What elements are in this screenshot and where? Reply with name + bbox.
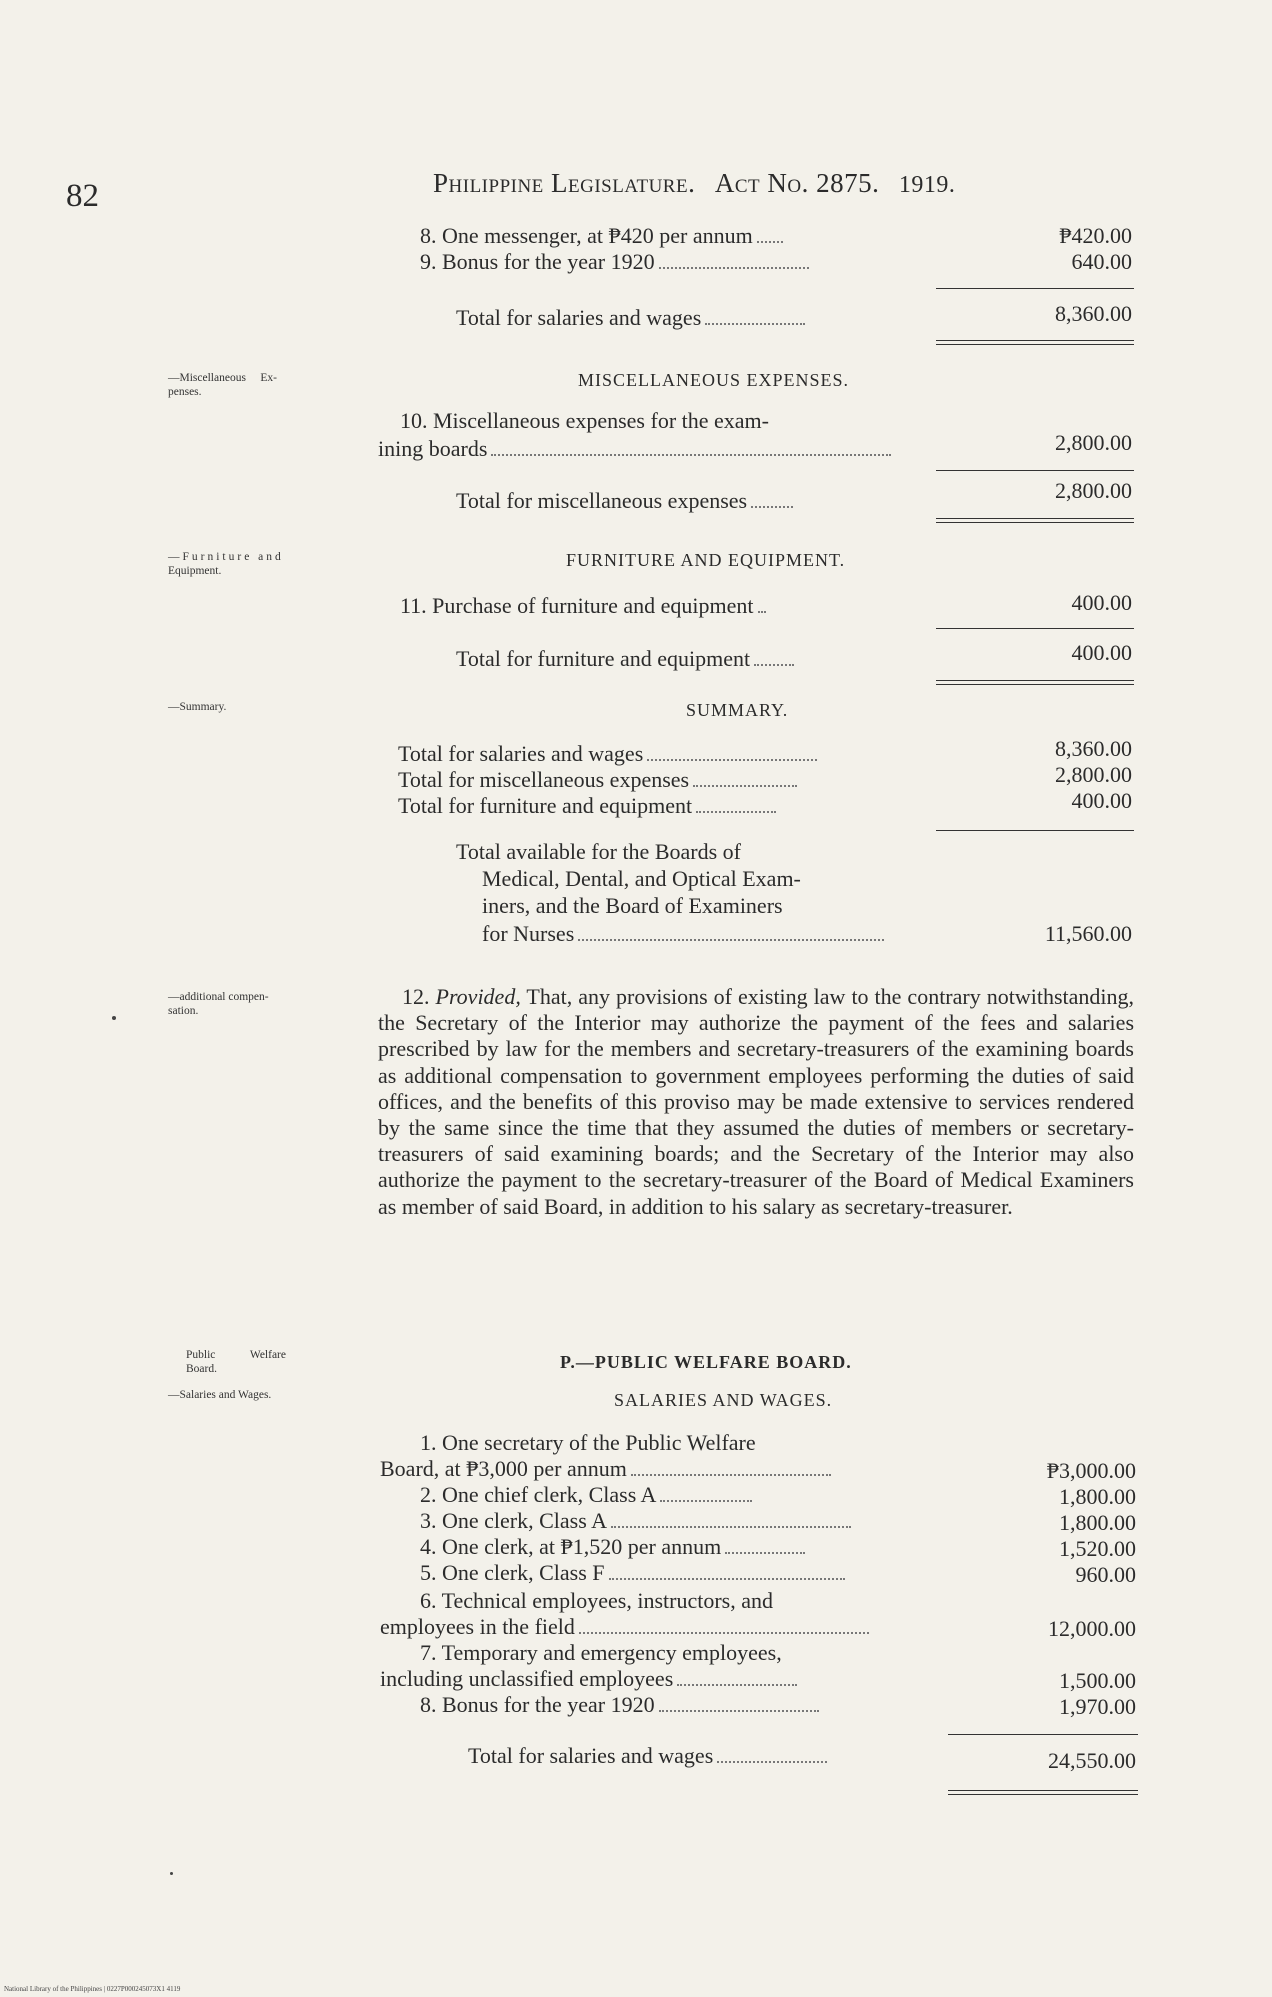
section-subtitle-salaries: SALARIES AND WAGES. [614,1390,833,1410]
item-amount: 1,800.00 [1059,1510,1136,1535]
item-row: 5. One clerk, Class F [420,1560,845,1586]
double-rule [936,680,1134,685]
item-amount: 1,800.00 [1059,1484,1136,1509]
item-amount: 400.00 [1071,590,1132,615]
item-row: 6. Technical employees, instructors, and [420,1588,774,1613]
sum-rule [936,288,1134,289]
total-row: Total for furniture and equipment [456,646,794,672]
item-row: Board, at ₱3,000 per annum [380,1456,831,1482]
margin-note-misc: —Miscellaneous Ex- penses. [168,372,277,398]
speck [112,1016,116,1020]
provided-italic: Provided, [435,984,521,1009]
speck [170,1872,173,1875]
total-row: Total for miscellaneous expenses [456,488,793,514]
available-line: iners, and the Board of Examiners [482,893,783,918]
item-amount: 12,000.00 [1048,1616,1136,1641]
proviso-paragraph: 12. Provided, That, any provisions of existing law to the contrary notwithstanding, the Secretary of the Interior may authorize the payment of the fees and salaries prescribed by law for the members and secretary-treasurers of the examining boards as additional compensation to government employees performing the duties of said offices, and the benefits of this proviso may be made extensive to services rendered by the same since the time that they assumed the duties of members or secretary-treasurers of said examining boards; and the Secretary of the Interior may also authorize the payment to the secretary-treasurer of the Board of Medical Examiners as member of said Board, in addition to his salary as secretary-treasurer. [378,984,1134,1219]
total-row: Total for salaries and wages [468,1743,827,1769]
item-row: 8. Bonus for the year 1920 [420,1692,819,1718]
available-line: Total available for the Boards of [456,839,741,864]
item-row: 10. Miscellaneous expenses for the exam- [400,408,769,433]
section-title-welfare: P.—PUBLIC WELFARE BOARD. [560,1352,852,1372]
item-row: including unclassified employees [380,1666,797,1692]
item-amount: 960.00 [1075,1562,1136,1587]
summary-row: Total for furniture and equipment [398,793,776,819]
header-title: Philippine Legislature. [433,168,696,198]
page-number: 82 [66,178,99,214]
section-title-furniture: FURNITURE AND EQUIPMENT. [566,550,846,570]
section-title-misc: MISCELLANEOUS EXPENSES. [578,370,850,390]
item-row [420,223,783,249]
margin-note-furniture: —Furniture and Equipment. [168,551,284,577]
item-row: 4. One clerk, at ₱1,520 per annum [420,1534,805,1560]
item-amount: 640.00 [1071,249,1132,274]
total-label: Total for salaries and wages [456,305,702,330]
summary-amount: 2,800.00 [1055,762,1132,787]
available-line: Medical, Dental, and Optical Exam- [482,866,801,891]
double-rule [936,340,1134,345]
item-label: 8. One messenger, at ₱420 per annum [420,223,753,248]
item-amount: 1,500.00 [1059,1668,1136,1693]
total-row [456,305,805,331]
summary-row: Total for miscellaneous expenses [398,767,797,793]
sum-rule [948,1734,1138,1735]
item-row: ining boards [378,436,891,462]
item-row: 2. One chief clerk, Class A [420,1482,752,1508]
item-row [420,249,809,275]
sum-rule [936,628,1134,629]
summary-row: Total for salaries and wages [398,741,817,767]
margin-note-welfare: Public Welfare Board. [186,1349,286,1375]
item-row: 11. Purchase of furniture and equipment [400,593,766,619]
total-amount: 400.00 [1071,640,1132,665]
margin-note-salaries: —Salaries and Wages. [168,1389,272,1401]
item-amount: ₱420.00 [1059,223,1132,248]
total-amount: 8,360.00 [1055,301,1132,326]
summary-amount: 400.00 [1071,788,1132,813]
sum-rule [936,470,1134,471]
item-row: employees in the field [380,1614,869,1640]
sum-rule [936,830,1134,831]
available-line: for Nurses [482,921,884,947]
item-row: 3. One clerk, Class A [420,1508,851,1534]
item-amount: 1,520.00 [1059,1536,1136,1561]
double-rule [948,1790,1138,1795]
margin-note-additional-compensation: —additional compen- sation. [168,991,269,1017]
header-act: Act No. 2875. [714,168,880,198]
item-amount: 2,800.00 [1055,430,1132,455]
item-amount: 1,970.00 [1059,1694,1136,1719]
item-amount: ₱3,000.00 [1046,1458,1136,1483]
running-header [433,168,955,199]
section-title-summary: SUMMARY. [686,700,789,720]
item-label: 9. Bonus for the year 1920 [420,249,655,274]
margin-note-summary: —Summary. [168,701,227,713]
item-row: 7. Temporary and emergency employees, [420,1640,782,1665]
item-row: 1. One secretary of the Public Welfare [420,1430,756,1455]
double-rule [936,518,1134,523]
total-amount: 24,550.00 [1048,1748,1136,1773]
header-year: 1919. [898,172,956,198]
scan-footer: National Library of the Philippines | 0227P000245073X1 4119 [4,1985,181,1993]
total-amount: 2,800.00 [1055,478,1132,503]
available-amount: 11,560.00 [1044,921,1132,946]
summary-amount: 8,360.00 [1055,736,1132,761]
